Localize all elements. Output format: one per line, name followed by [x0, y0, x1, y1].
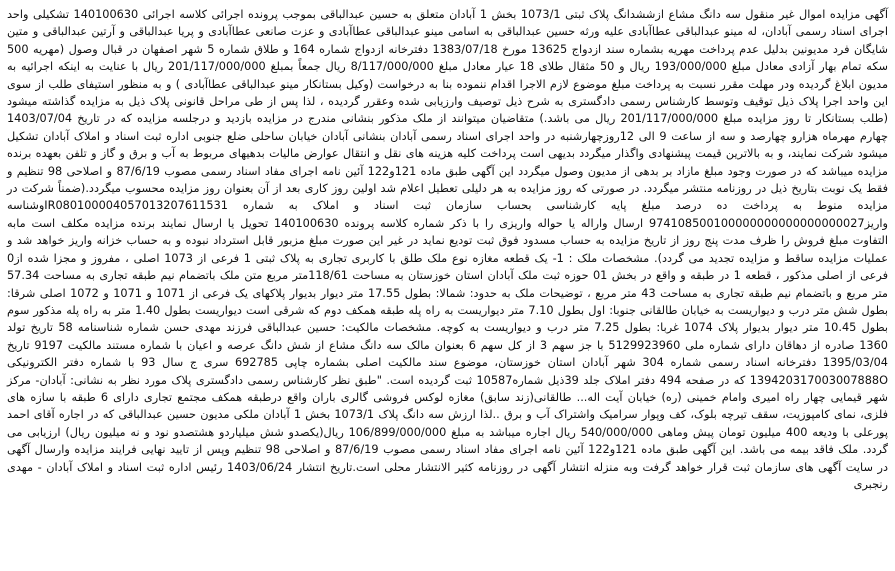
- auction-notice-text: آگهی مزایده اموال غیر منقول سه دانگ مشاع ازششدانگ پلاک ثبتی 1073/1 بخش 1 آبادان متعلق به حسین عبدالباقی بموجب پرونده اجرائی کلاسه اجرائی 140100630 تشکیلی واحد اجرای اسناد رسمی آبادان، له مینو عبدالباقی عطاآبادی علیه ورثه حسین عبدالباقی به اسامی مینو عبدالباقی عطاآبادی و عزت صانعی عطاآبادی و پریا عبدالباقی و آرتین عبدالباقی و متین شایگان فرد مدیونین بدلیل عدم پرداخت مهریه بشماره سند ازدواج 13625 مورخ 1383/07/18 دفترخانه ازدواج شماره 164 و طلاق شماره 5 شهر اصفهان در قبال وصول (مهریه 500 سکه تمام بهار آزادی معادل مبلغ 193/000/000 ریال و 50 مثقال طلای 18 عیار معادل مبلغ 8/117/000/000 ریال جمعاً بمبلغ 201/117/000/000 ریال با عنایت به اینکه اجرائیه به مدیون ابلاغ گردیده ودر مهلت مقرر نسبت به پرداخت مبلغ موضوع لازم الاجرا اقدام ننموده بنا به درخواست (وکیل بستانکار مینو عبدالباقی عطاآبادی ) و به منظور استیفای طلب از سوی این واحد اجرا پلاک ذیل توقیف وتوسط کارشناس رسمی دادگستری به شرح ذیل توصیف وارزیابی شده وعقرر گردیده ، لذا پس از طی مراحل قانونی پلاک ذیل به مزایده گذاشته میشود (طلب بستانکار تا روز مزایده مبلغ 201/117/000/000 ریال می باشد.) متقاضیان میتوانند از ملک مذکور بنشانی مندرج در مزایده بازدید و درجلسه مزایده که در تاریخ 1403/07/04 چهارم مهرماه هزارو چهارصد و سه از ساعت 9 الی 12روزچهارشنبه در واحد اجرای اسناد رسمی آبادان بنشانی آبادان خیابان ساحلی ضلع جنوبی اداره ثبت اسناد و املاک آبادان تشکیل میشود شرکت نمایند، و به بالاترین قیمت پیشنهادی واگذار میگردد بدیهی است پرداخت کلیه هزینه های نقل و انتقال عوارض مالیات بدهیهای مربوط به آب و برق و گاز و تلفن بعهده برنده مزایده میباشد که در صورت وجود مبلغ مازاد بر بدهی از مدیون وصول میگردد این آگهی طبق ماده 121و122 آئین نامه اجرای مفاد اسناد رسمی مصوب 87/6/19 و اصلاحی 98 تنظیم و فقط یک نوبت بتاریخ ذیل در روزنامه منتشر میگردد. در صورتی که روز مزایده به هر دلیلی تعطیل اعلام شد اولین روز کاری بعد از آن بعنوان روز مزایده محسوب میگردد.(ضمناً شرکت در مزایده منوط به پرداخت ده درصد مبلغ پایه کارشناسی بحساب سازمان ثبت اسناد و املاک به شماره IR080100004057013207611531وشناسه واریز974108500100000000000000000027 ارسال واراله یا حواله واریزی را با ذکر شماره کلاسه پرونده 140100630 تحویل یا ارسال نمایند برنده مزایده مکلف است مابه التفاوت مبلغ فروش را ظرف مدت پنج روز از تاریخ مزایده به حساب مسدود فوق ثبت تودیع نماید در غیر این صورت مبلغ مزبور قابل استرداد نبوده و به حساب خزانه واریز خواهد شد و عملیات مزایده ساقط و مزایده تجدید می گردد). مشخصات ملک : 1- یک قطعه مغازه نوع ملک طلق با کاربری تجاری به پلاک ثبتی 1 فرعی از 1073 اصلی ، مفروز و مجزا شده از0 فرعی از اصلی مذکور ، قطعه 1 در طبقه و واقع در بخش 01 حوزه ثبت ملک آبادان استان خوزستان به مساحت 118/61متر مربع متن ملک باتضمام نیم طبقه تجاری به مساحت 57.34 متر مربع و باتضمام نیم طبقه تجاری به مساحت 43 متر مربع ، توضیحات ملک به حدود: شمالا: بطول 17.55 متر دیوار بدیوار پلاکهای یک فرعی از 1071 و 1071 و 1072 اصلی شرقا: بطول شش متر درب و دیواریست به خیابان طالقانی جنوبا: اول بطول 7.10 متر دیواریست به راه پله طبقه همکف دوم که شرقی است دیواریست بطول 1.40 متر به راه پله مذکور سوم بطول 10.45 متر دیوار بدیوار پلاک 1074 غربا: بطول 7.25 متر درب و دیواریست به کوچه. مشخصات مالکیت: حسین عبدالباقی فرزند مهدی حسن شماره شناسنامه 58 تاریخ تولد 1360 صادره از دهاقان دارای شماره ملی 5129923960 با جز سهم 3 از کل سهم 6 بعنوان مالک سه دانگ مشاع از شش دانگ عرصه و اعیان با شماره مستند مالکیت 9197 تاریخ 1395/03/04 دفترخانه اسناد رسمی شماره 304 شهر آبادان استان خوزستان، موضوع سند مالکیت اصلی بشماره چاپی 692785 سری ج سال 93 با شماره دفتر الکترونیکی 139420317003007888O که در صفحه 494 دفتر املاک جلد 39ذیل شماره10587 ثبت گردیده است. "طبق نظر کارشناس رسمی دادگستری پلاک مورد نظر به نشانی: آبادان- مرکز شهر قیمایی چهار راه امیری وامام خمینی (ره) خیابان آیت اله... طالقانی(زند سابق) مغازه لوکس فروشی گالری باران واقع درطبقه همکف مجتمع تجاری دارای 6 طبقه با سازه های فلزی، نمای کامپوزیت، سقف تیرچه بلوک، کف وپوار سرامیک واشتراک آب و برق ..لذا ارزش سه دانگ پلاک 1073/1 بخش 1 آبادان ملکی مدیون حسین عبدالباقی که در اجاره آقای احمد پورعلی با ودیعه 400 میلیون تومان پیش وماهی 540/000/000 ریال اجاره میباشد به مبلغ 106/899/000/000 ریال(یکصدو شش میلیاردو هشتصدو نود و نه میلیون ریال) ارزیابی می گردد. ملک فاقد بیمه می باشد. این آگهی طبق ماده 121و122 آئین نامه اجرای مفاد اسناد رسمی مصوب 87/6/19 و اصلاحی 98 تنظیم وپس از تایید نهایی فرایند مزایده وارسال آگهی در سایت آگهی های سازمان ثبت قرار خواهد گرفت وبه منزله انتشار آگهی در روزنامه کثیر الانتشار محلی است.تاریخ انتشار 1403/06/24 رئیس اداره ثبت اسناد و املاک آبادان - مهدی رنجبری: [7, 8, 889, 491]
